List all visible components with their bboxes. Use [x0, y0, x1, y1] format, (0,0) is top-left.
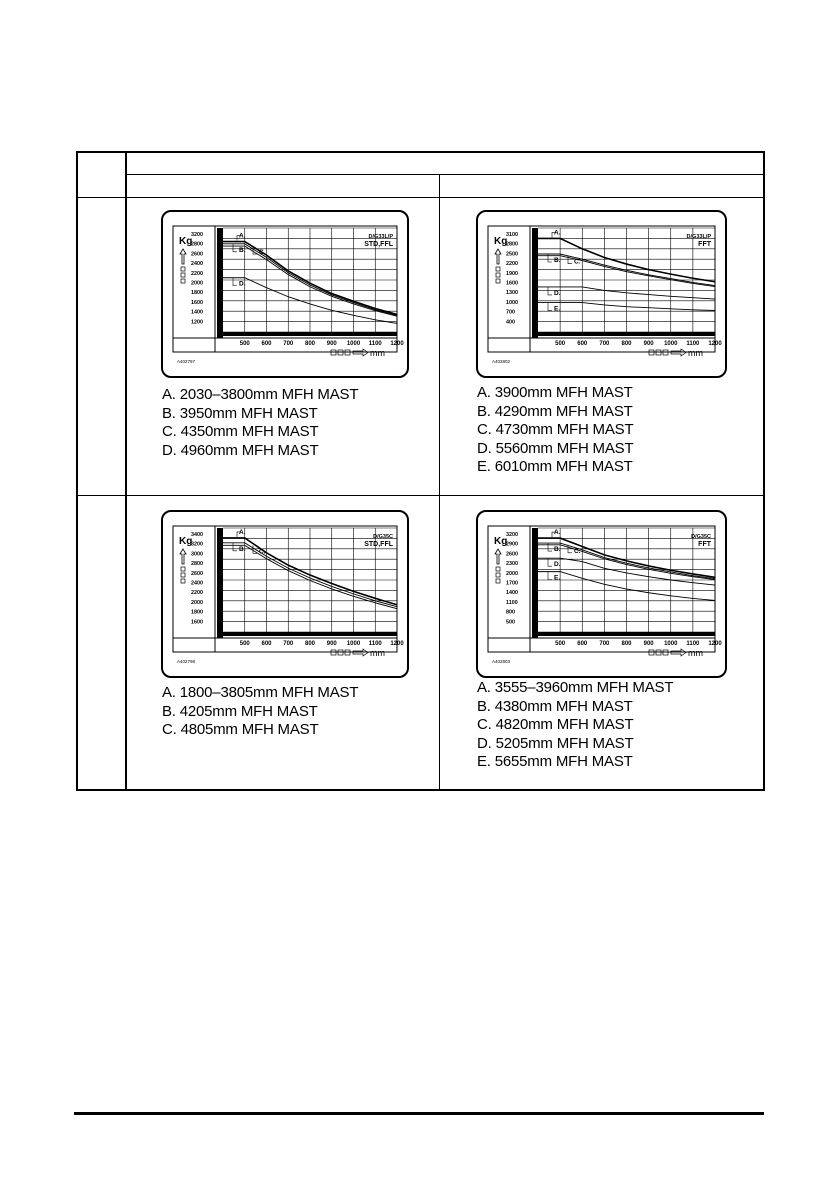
chart-ref-code: A402797	[177, 359, 196, 364]
y-tick-label: 2200	[506, 261, 518, 268]
chart-model-variant: STD,FFL	[364, 241, 393, 248]
y-tick-label: 1300	[506, 290, 518, 297]
y-tick-label: 1400	[506, 590, 518, 597]
x-axis-unit: mm	[370, 348, 385, 358]
square-glyph-icon	[496, 573, 500, 577]
y-tick-label: 500	[506, 619, 515, 626]
legend-item: B. 3950mm MFH MAST	[162, 404, 318, 422]
capacity-plate-a402803	[476, 510, 727, 678]
x-tick-label: 700	[283, 641, 294, 647]
y-tick-label: 2200	[191, 270, 203, 277]
x-tick-label: 1200	[708, 641, 722, 647]
y-tick-label: 1900	[506, 270, 518, 277]
y-axis-unit: Kg	[494, 236, 508, 247]
x-tick-label: 800	[304, 341, 316, 347]
chart-series-bracket	[548, 543, 552, 551]
chart-series-label: A.	[554, 229, 561, 237]
y-tick-label: 2300	[506, 561, 518, 568]
legend-a402802	[477, 384, 633, 477]
up-arrow-icon	[180, 549, 186, 564]
capacity-plate-a402798	[161, 510, 409, 678]
x-tick-label: 800	[621, 341, 632, 347]
legend-item: A. 3555–3960mm MFH MAST	[477, 679, 674, 696]
chart-model-variant: STD,FFL	[364, 541, 393, 548]
chart-series-label: B.	[554, 546, 561, 554]
legend-item: C. 4805mm MFH MAST	[162, 721, 319, 739]
up-arrow-icon	[495, 549, 501, 564]
footer-rule	[74, 1112, 764, 1115]
x-axis-unit: mm	[370, 648, 385, 658]
square-glyph-icon	[181, 273, 185, 277]
y-axis-unit: Kg	[179, 536, 193, 547]
x-tick-label: 1000	[346, 341, 361, 347]
chart-fork-bar	[217, 632, 397, 636]
y-tick-label: 800	[506, 609, 515, 616]
chart-mast-bar	[217, 228, 223, 338]
y-tick-label: 2000	[191, 280, 203, 287]
chart-series-label: D.	[239, 280, 246, 288]
square-glyph-icon	[181, 573, 185, 577]
chart-series-label: B.	[239, 545, 246, 553]
capacity-chart-a402797	[163, 212, 411, 380]
chart-ref-code: A402802	[492, 359, 511, 364]
y-tick-label: 1600	[191, 619, 203, 626]
chart-model-code: D/G33L/P	[686, 234, 711, 240]
legend-item: D. 4960mm MFH MAST	[162, 441, 319, 459]
legend-item: C. 4820mm MFH MAST	[477, 716, 634, 734]
x-tick-label: 600	[261, 341, 272, 347]
y-tick-label: 2400	[191, 580, 203, 587]
x-tick-label: 1100	[368, 341, 382, 347]
x-tick-label: 600	[577, 641, 588, 647]
y-tick-label: 1100	[506, 599, 518, 606]
y-tick-label: 2600	[191, 251, 203, 258]
up-arrow-icon	[180, 249, 186, 264]
chart-series-label: A.	[239, 528, 246, 536]
x-tick-label: 500	[555, 641, 566, 647]
y-tick-label: 3100	[506, 232, 518, 238]
y-tick-label: 2600	[506, 551, 518, 558]
legend-item: B. 4205mm MFH MAST	[162, 702, 318, 720]
capacity-plate-a402802	[476, 210, 727, 378]
legend-item: A. 3900mm MFH MAST	[477, 384, 633, 401]
y-tick-label: 3400	[191, 532, 203, 538]
x-tick-label: 1100	[368, 641, 382, 647]
y-axis-unit: Kg	[179, 236, 193, 247]
x-tick-label: 700	[599, 641, 610, 647]
legend-item: C. 4730mm MFH MAST	[477, 421, 634, 439]
square-glyph-icon	[181, 279, 185, 283]
x-tick-label: 1100	[686, 341, 700, 347]
chart-model-code: D/G35C	[691, 534, 711, 540]
y-tick-label: 2600	[191, 570, 203, 577]
chart-series-label: E.	[554, 305, 561, 313]
x-tick-label: 1200	[390, 641, 404, 647]
chart-mast-bar	[217, 528, 223, 638]
y-tick-label: 3000	[191, 551, 203, 558]
y-tick-label: 2000	[191, 599, 203, 606]
x-tick-label: 1000	[664, 341, 678, 347]
chart-series-bracket	[233, 543, 237, 551]
x-tick-label: 700	[283, 341, 294, 347]
y-tick-label: 2900	[506, 541, 518, 548]
x-tick-label: 500	[239, 341, 250, 347]
y-tick-label: 1700	[506, 580, 518, 587]
chart-series-label: B.	[554, 257, 561, 264]
capacity-chart-a402798	[163, 512, 411, 680]
table-divider-header	[125, 174, 765, 175]
table-divider-col1	[439, 174, 440, 791]
x-tick-label: 800	[304, 641, 316, 647]
y-tick-label: 1400	[191, 309, 203, 316]
table-divider-subheader	[76, 197, 765, 198]
y-tick-label: 2800	[191, 241, 203, 248]
x-tick-label: 800	[621, 641, 632, 647]
capacity-chart-a402803	[478, 512, 729, 680]
square-glyph-icon	[496, 579, 500, 583]
legend-a402798	[162, 684, 358, 740]
y-tick-label: 3200	[191, 232, 203, 238]
square-glyph-icon	[496, 267, 500, 271]
legend-item: A. 2030–3800mm MFH MAST	[162, 386, 359, 403]
y-tick-label: 1200	[191, 319, 203, 326]
y-tick-label: 1800	[191, 609, 203, 616]
x-tick-label: 700	[599, 341, 610, 347]
chart-series-bracket	[233, 278, 237, 286]
x-axis-unit: mm	[688, 348, 703, 358]
chart-series-label: C.	[574, 547, 581, 555]
chart-series-bracket	[233, 244, 237, 252]
chart-ref-code: A402798	[177, 659, 196, 664]
x-tick-label: 1000	[346, 641, 361, 647]
square-glyph-icon	[496, 567, 500, 571]
x-tick-label: 1200	[390, 341, 404, 347]
y-tick-label: 2000	[506, 570, 518, 577]
x-tick-label: 500	[239, 641, 250, 647]
legend-item: E. 5655mm MFH MAST	[477, 753, 633, 771]
y-tick-label: 2800	[506, 241, 518, 248]
y-tick-label: 2500	[506, 251, 518, 258]
y-tick-label: 2400	[191, 261, 203, 268]
chart-series-label: E.	[554, 574, 561, 582]
y-tick-label: 3200	[506, 532, 518, 538]
y-tick-label: 1600	[506, 280, 518, 287]
table-divider-row	[76, 495, 765, 496]
chart-series-bracket	[548, 287, 552, 295]
x-tick-label: 900	[643, 341, 654, 347]
y-tick-label: 2200	[191, 590, 203, 597]
chart-series-bracket	[548, 254, 552, 262]
y-tick-label: 1600	[191, 299, 203, 306]
y-tick-label: 400	[506, 319, 515, 326]
y-tick-label: 2800	[191, 561, 203, 568]
chart-fork-bar	[217, 332, 397, 336]
up-arrow-icon	[495, 249, 501, 264]
legend-item: E. 6010mm MFH MAST	[477, 458, 633, 476]
legend-item: D. 5205mm MFH MAST	[477, 734, 634, 752]
y-tick-label: 1000	[506, 299, 518, 306]
x-tick-label: 900	[643, 641, 654, 647]
chart-model-code: D/G33L/P	[368, 234, 393, 240]
x-tick-label: 600	[261, 641, 272, 647]
x-tick-label: 1100	[686, 641, 700, 647]
x-tick-label: 500	[555, 341, 566, 347]
chart-series-label: A.	[554, 529, 561, 537]
x-axis-unit: mm	[688, 648, 703, 658]
y-tick-label: 3200	[191, 541, 203, 548]
y-tick-label: 700	[506, 309, 515, 316]
chart-mast-bar	[532, 528, 538, 638]
square-glyph-icon	[181, 579, 185, 583]
chart-mast-bar	[532, 228, 538, 338]
chart-series-bracket	[548, 572, 552, 580]
chart-fork-bar	[532, 332, 715, 336]
square-glyph-icon	[496, 279, 500, 283]
chart-series-label: C.	[574, 258, 581, 266]
y-axis-unit: Kg	[494, 536, 508, 547]
legend-item: A. 1800–3805mm MFH MAST	[162, 684, 359, 701]
chart-model-variant: FFT	[698, 241, 711, 248]
y-tick-label: 1800	[191, 290, 203, 297]
table-divider-col0	[125, 151, 127, 791]
legend-item: D. 5560mm MFH MAST	[477, 439, 634, 457]
legend-item: B. 4380mm MFH MAST	[477, 697, 633, 715]
square-glyph-icon	[181, 267, 185, 271]
chart-series-label: D.	[554, 561, 561, 569]
chart-series-label: C.	[259, 548, 266, 556]
legend-item: C. 4350mm MFH MAST	[162, 423, 319, 441]
capacity-plate-a402797	[161, 210, 409, 378]
chart-model-variant: FFT	[698, 541, 711, 548]
legend-a402803	[477, 679, 673, 772]
chart-series-bracket	[548, 303, 552, 311]
chart-series-label: A.	[239, 232, 246, 240]
chart-model-code: D/G35C	[373, 534, 393, 540]
x-tick-label: 600	[577, 341, 588, 347]
capacity-chart-a402802	[478, 212, 729, 380]
x-tick-label: 900	[326, 641, 337, 647]
chart-fork-bar	[532, 632, 715, 636]
x-tick-label: 900	[326, 341, 337, 347]
legend-a402797	[162, 386, 358, 460]
x-tick-label: 1000	[664, 641, 678, 647]
x-tick-label: 1200	[708, 341, 722, 347]
square-glyph-icon	[181, 567, 185, 571]
chart-ref-code: A402803	[492, 659, 511, 664]
legend-item: B. 4290mm MFH MAST	[477, 402, 633, 420]
chart-series-label: B.	[239, 246, 246, 254]
chart-series-label: C.	[259, 249, 266, 257]
chart-series-label: D.	[554, 289, 561, 297]
square-glyph-icon	[496, 273, 500, 277]
